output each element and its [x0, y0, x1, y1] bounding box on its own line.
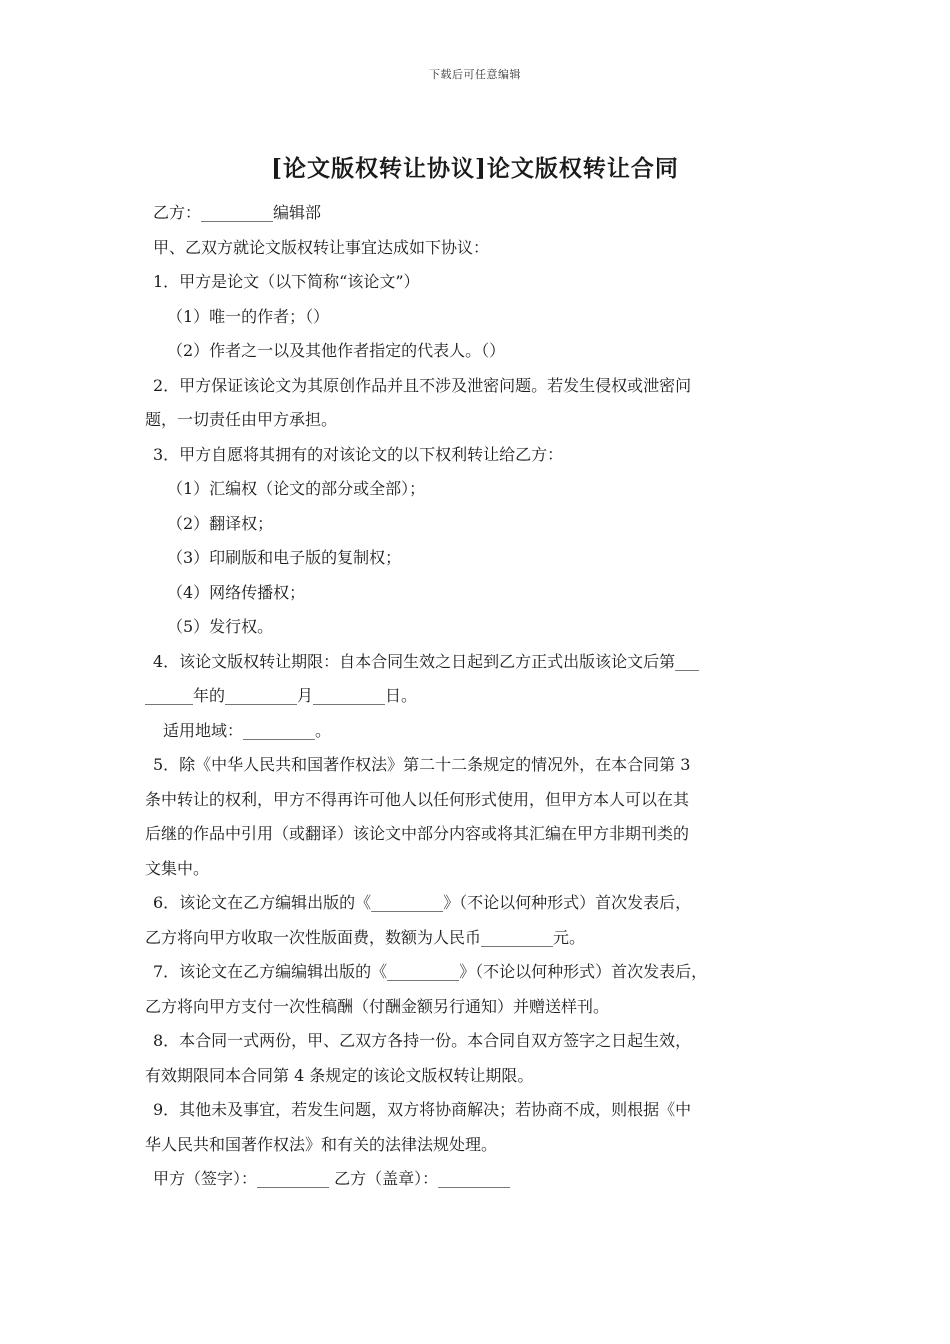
- clause-3-right-3: （3）印刷版和电子版的复制权；: [167, 548, 402, 567]
- clause-1-option-1: （1）唯一的作者；（）: [167, 306, 330, 326]
- clause-3-right-5: （5）发行权。: [167, 617, 274, 636]
- clause-6: 6．该论文在乙方编辑出版的《_________》（不论以何种形式）首次发表后，: [153, 893, 692, 912]
- clause-5-continued-2: 后继的作品中引用（或翻译）该论文中部分内容或将其汇编在甲方非期刊类的: [145, 824, 690, 843]
- clause-1: 1．甲方是论文（以下简称“该论文”）: [153, 272, 420, 291]
- clause-5-continued-3: 文集中。: [145, 858, 210, 878]
- party-b-line: 乙方：_________编辑部: [153, 203, 322, 222]
- clause-8: 8．本合同一式两份，甲、乙双方各持一份。本合同自双方签字之日起生效，: [153, 1031, 692, 1050]
- clause-4-region: 适用地域：_________。: [163, 720, 332, 740]
- clause-9: 9．其他未及事宜，若发生问题，双方将协商解决；若协商不成，则根据《中: [153, 1100, 692, 1119]
- clause-4-continued: ______年的_________月_________日。: [145, 686, 418, 705]
- clause-8-continued: 有效期限同本合同第 4 条规定的该论文版权转让期限。: [145, 1065, 534, 1085]
- clause-7: 7．该论文在乙方编编辑出版的《_________》（不论以何种形式）首次发表后，: [153, 962, 708, 981]
- clause-3-right-1: （1）汇编权（论文的部分或全部）；: [167, 479, 426, 498]
- document-title: [论文版权转让协议]论文版权转让合同: [271, 155, 679, 182]
- page-header-note: 下载后可任意编辑: [429, 68, 521, 81]
- clause-9-continued: 华人民共和国著作权法》和有关的法律法规处理。: [145, 1134, 498, 1154]
- clause-5: 5．除《中华人民共和国著作权法》第二十二条规定的情况外，在本合同第 3: [153, 755, 691, 774]
- clause-2-continued: 题，一切责任由甲方承担。: [145, 410, 338, 429]
- signature-line: 甲方（签字）：_________ 乙方（盖章）：_________: [153, 1169, 511, 1188]
- clause-5-continued-1: 条中转让的权利，甲方不得再许可他人以任何形式使用，但甲方本人可以在其: [145, 789, 690, 809]
- clause-3-right-4: （4）网络传播权；: [167, 582, 306, 602]
- clause-1-option-2: （2）作者之一以及其他作者指定的代表人。（）: [167, 341, 506, 360]
- clause-3: 3．甲方自愿将其拥有的对该论文的以下权利转让给乙方：: [153, 444, 564, 464]
- clause-3-right-2: （2）翻译权；: [167, 513, 274, 533]
- document-body: [145, 196, 820, 1197]
- clause-6-continued: 乙方将向甲方收取一次性版面费，数额为人民币_________元。: [145, 927, 586, 947]
- clause-4: 4．该论文版权转让期限：自本合同生效之日起到乙方正式出版该论文后第___: [153, 651, 700, 671]
- clause-7-continued: 乙方将向甲方支付一次性稿酬（付酬金额另行通知）并赠送样刊。: [145, 996, 610, 1016]
- agreement-intro: 甲、乙双方就论文版权转让事宜达成如下协议：: [153, 237, 490, 257]
- clause-2: 2．甲方保证该论文为其原创作品并且不涉及泄密问题。若发生侵权或泄密问: [153, 375, 692, 395]
